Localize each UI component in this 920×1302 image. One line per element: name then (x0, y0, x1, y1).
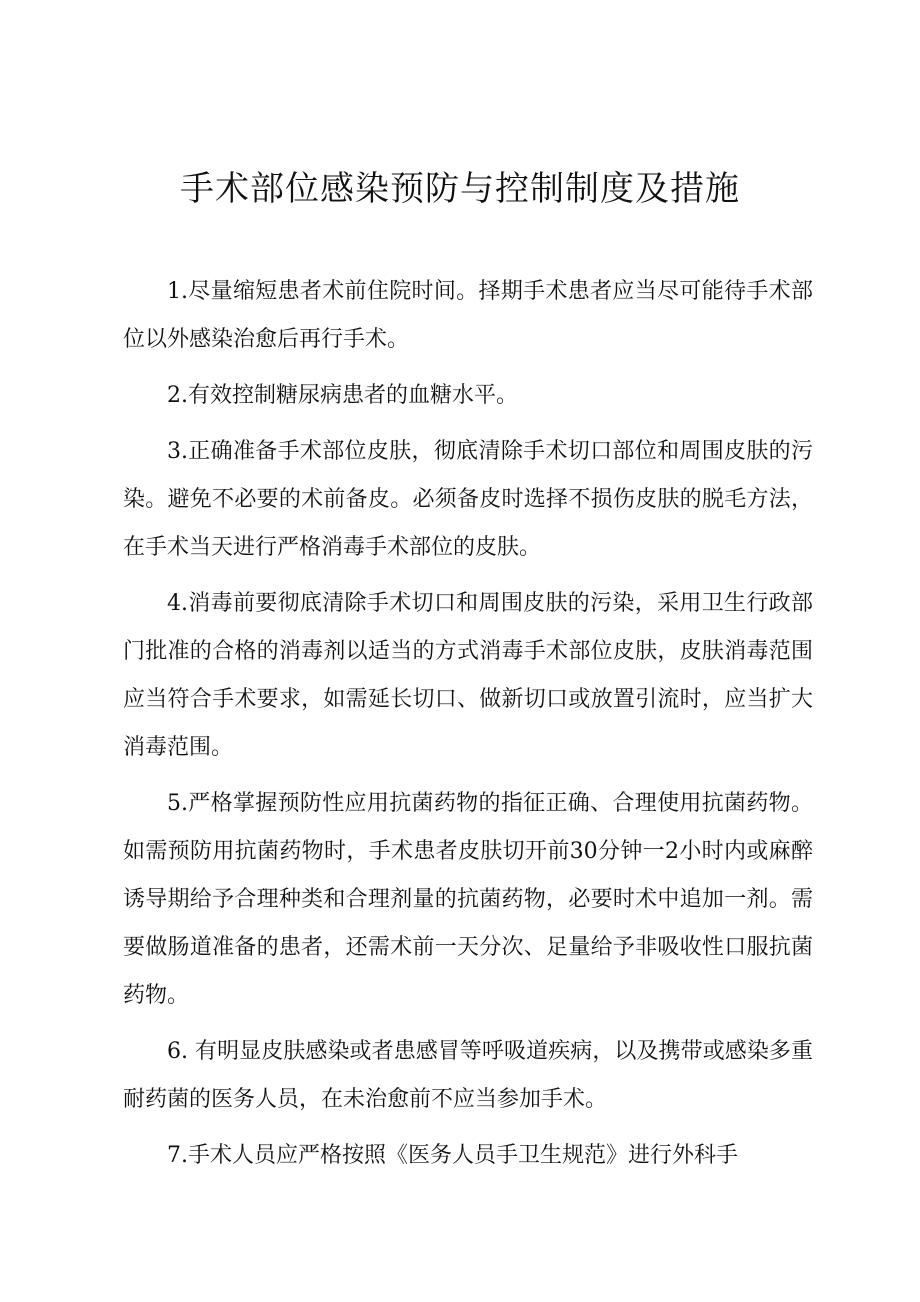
paragraph-1: 1.尽量缩短患者术前住院时间。择期手术患者应当尽可能待手术部位以外感染治愈后再行手术。 (123, 279, 813, 352)
paragraph-3: 3.正确准备手术部位皮肤，彻底清除手术切口部位和周围皮肤的污染。避免不必要的术前备皮。必须备皮时选择不损伤皮肤的脱毛方法，在手术当天进行严格消毒手术部位的皮肤。 (123, 439, 813, 560)
paragraph-2: 2.有效控制糖尿病患者的血糖水平。 (167, 383, 518, 408)
document-title: 手术部位感染预防与控制制度及措施 (180, 169, 740, 209)
paragraph-5: 5.严格掌握预防性应用抗菌药物的指征正确、合理使用抗菌药物。如需预防用抗菌药物时，手术患者皮肤切开前30分钟一2小时内或麻醉诱导期给予合理种类和合理剂量的抗菌药物，必要时术中追加一剂。需要做肠道准备的患者，还需术前一天分次、足量给予非吸收性口服抗菌药物。 (123, 791, 813, 1008)
document-body (123, 268, 813, 1188)
paragraph-7: 7.手术人员应严格按照《医务人员手卫生规范》进行外科手 (167, 1143, 738, 1168)
paragraph-4: 4.消毒前要彻底清除手术切口和周围皮肤的污染，采用卫生行政部门批准的合格的消毒剂以适当的方式消毒手术部位皮肤，皮肤消毒范围应当符合手术要求，如需延长切口、做新切口或放置引流时，应当扩大消毒范围。 (123, 591, 813, 760)
paragraph-6: 6. 有明显皮肤感染或者患感冒等呼吸道疾病，以及携带或感染多重耐药菌的医务人员，在未治愈前不应当参加手术。 (123, 1039, 813, 1112)
